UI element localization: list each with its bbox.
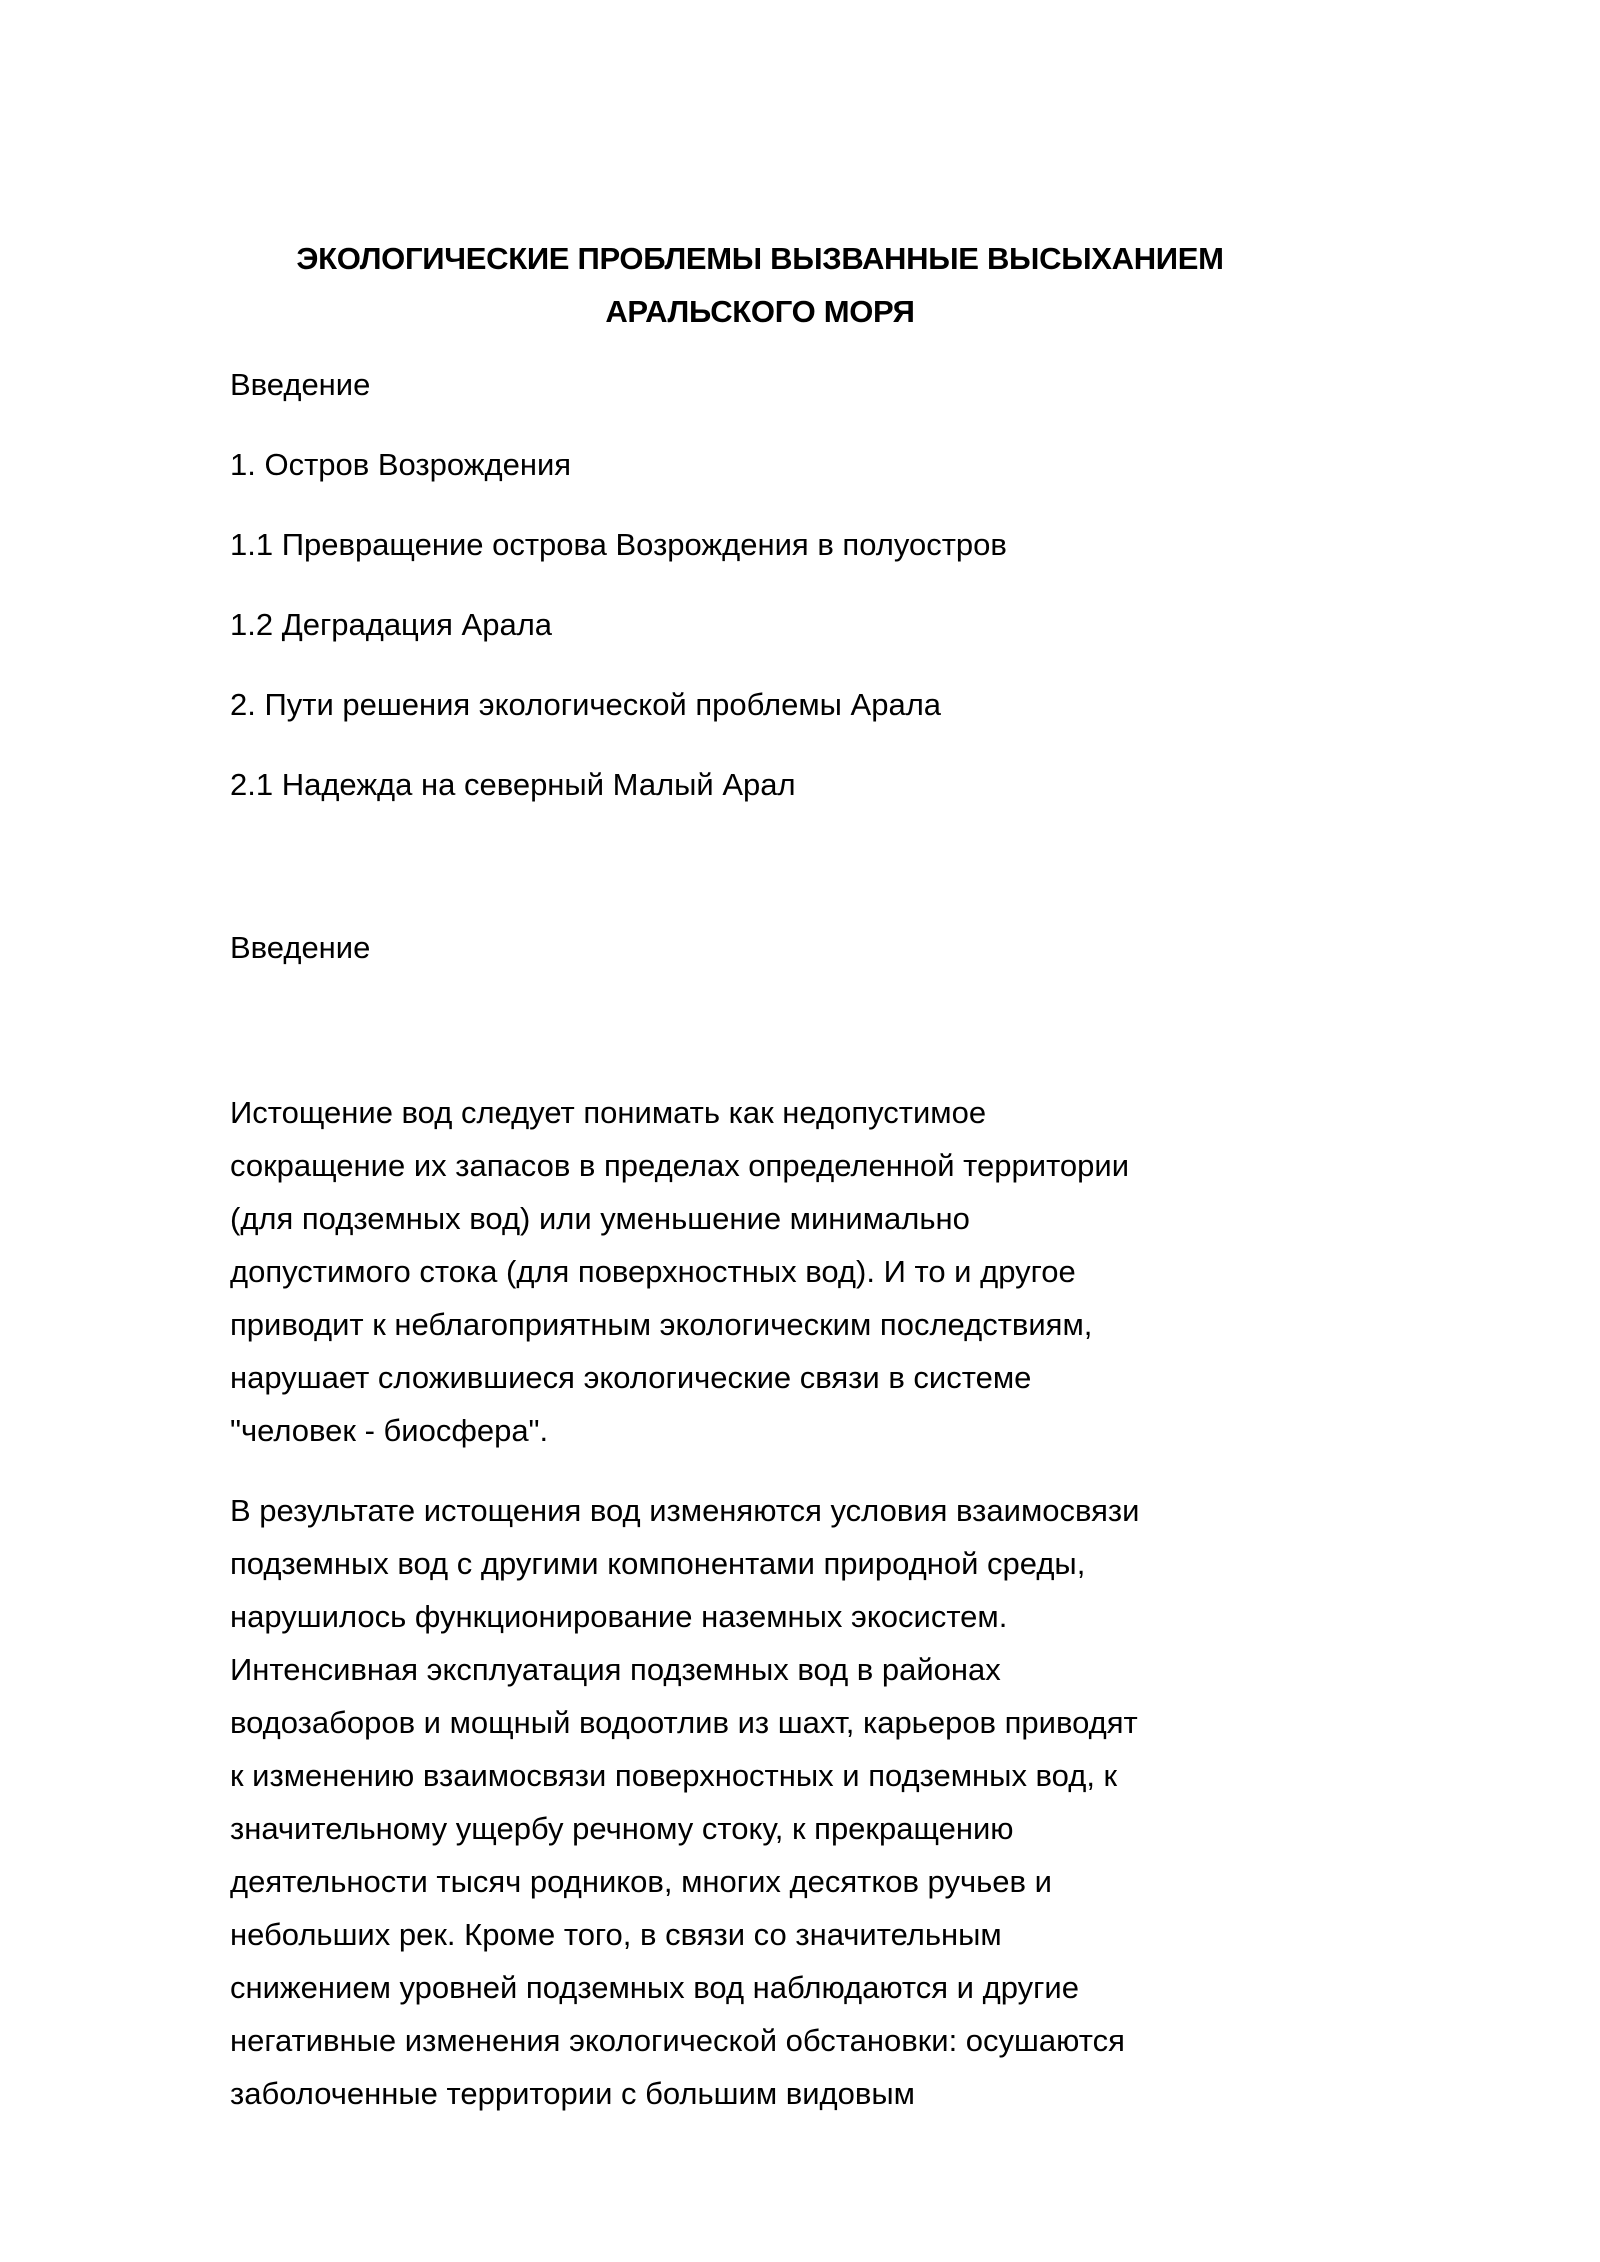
- paragraph-line: подземных вод с другими компонентами природной среды,: [230, 1546, 1086, 1581]
- title-line: АРАЛЬСКОГО МОРЯ: [605, 294, 915, 329]
- document-title: [230, 232, 1290, 338]
- section-heading-introduction: Введение: [230, 930, 371, 965]
- toc-item-2: 2. Пути решения экологической проблемы Арала: [230, 687, 942, 722]
- toc-item-introduction: Введение: [230, 367, 371, 402]
- table-of-contents: [230, 365, 1280, 845]
- paragraph-line: Интенсивная эксплуатация подземных вод в районах: [230, 1652, 1001, 1687]
- title-line: ЭКОЛОГИЧЕСКИЕ ПРОБЛЕМЫ ВЫЗВАННЫЕ ВЫСЫХАНИЕМ: [296, 241, 1224, 276]
- paragraph-line: водозаборов и мощный водоотлив из шахт, карьеров приводят: [230, 1705, 1138, 1740]
- toc-item-1-1: 1.1 Превращение острова Возрождения в полуостров: [230, 527, 1007, 562]
- toc-item-1-2: 1.2 Деградация Арала: [230, 607, 553, 642]
- paragraph-line: сокращение их запасов в пределах определенной территории: [230, 1148, 1130, 1183]
- paragraph-line: снижением уровней подземных вод наблюдаются и другие: [230, 1970, 1079, 2005]
- paragraph-2: [230, 1484, 1290, 2120]
- paragraph-line: приводит к неблагоприятным экологическим последствиям,: [230, 1307, 1093, 1342]
- paragraph-line: заболоченные территории с большим видовым: [230, 2076, 915, 2111]
- toc-item-1: 1. Остров Возрождения: [230, 447, 572, 482]
- paragraph-line: (для подземных вод) или уменьшение минимально: [230, 1201, 970, 1236]
- paragraph-line: деятельности тысяч родников, многих десятков ручьев и: [230, 1864, 1052, 1899]
- paragraph-line: "человек - биосфера".: [230, 1413, 549, 1448]
- toc-item-2-1: 2.1 Надежда на северный Малый Арал: [230, 767, 796, 802]
- paragraph-1: [230, 1086, 1290, 1457]
- paragraph-line: негативные изменения экологической обстановки: осушаются: [230, 2023, 1125, 2058]
- paragraph-line: небольших рек. Кроме того, в связи со значительным: [230, 1917, 1002, 1952]
- paragraph-line: значительному ущербу речному стоку, к прекращению: [230, 1811, 1014, 1846]
- paragraph-line: к изменению взаимосвязи поверхностных и подземных вод, к: [230, 1758, 1118, 1793]
- paragraph-line: Истощение вод следует понимать как недопустимое: [230, 1095, 987, 1130]
- paragraph-line: нарушилось функционирование наземных экосистем.: [230, 1599, 1008, 1634]
- paragraph-line: нарушает сложившиеся экологические связи в системе: [230, 1360, 1032, 1395]
- paragraph-line: допустимого стока (для поверхностных вод). И то и другое: [230, 1254, 1076, 1289]
- paragraph-line: В результате истощения вод изменяются условия взаимосвязи: [230, 1493, 1140, 1528]
